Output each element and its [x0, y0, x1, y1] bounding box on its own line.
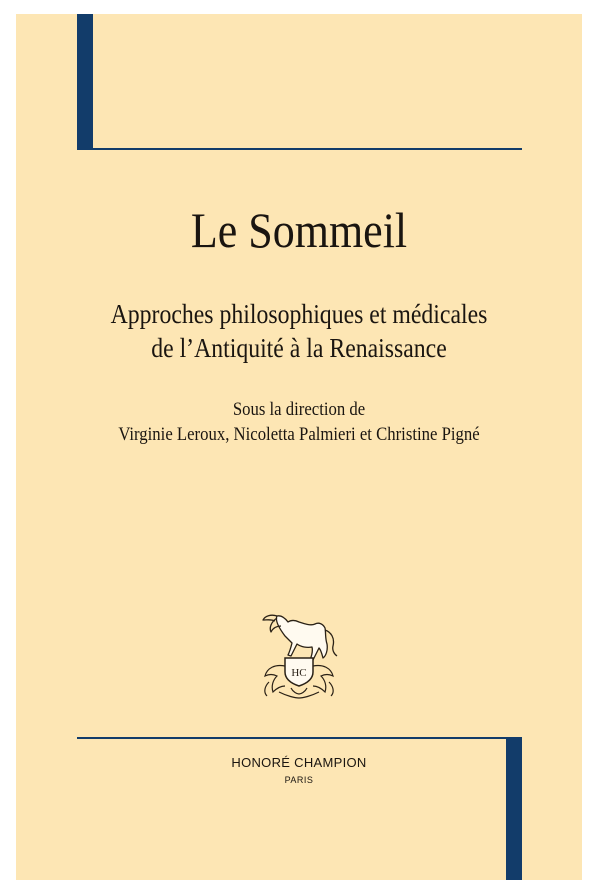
publisher-city: PARIS — [284, 775, 314, 785]
direction-label: Sous la direction de — [232, 399, 366, 420]
rearing-horse-emblem-icon — [255, 606, 345, 702]
emblem-monogram: HC — [291, 667, 307, 679]
top-rule — [77, 148, 522, 150]
publisher-name: HONORÉ CHAMPION — [231, 755, 367, 770]
subtitle-line: Approches philosophiques et médicales — [110, 299, 488, 329]
bottom-rule — [77, 737, 522, 739]
editors-names: Virginie Leroux, Nicoletta Palmieri et Christine Pigné — [118, 424, 480, 445]
book-subtitle — [50, 297, 548, 365]
book-title: Le Sommeil — [190, 202, 408, 258]
subtitle-line: de l’Antiquité à la Renaissance — [151, 333, 447, 363]
horse-figure — [263, 615, 327, 660]
book-cover — [16, 14, 582, 880]
top-accent-bar — [77, 14, 93, 149]
editors-block — [50, 397, 548, 447]
